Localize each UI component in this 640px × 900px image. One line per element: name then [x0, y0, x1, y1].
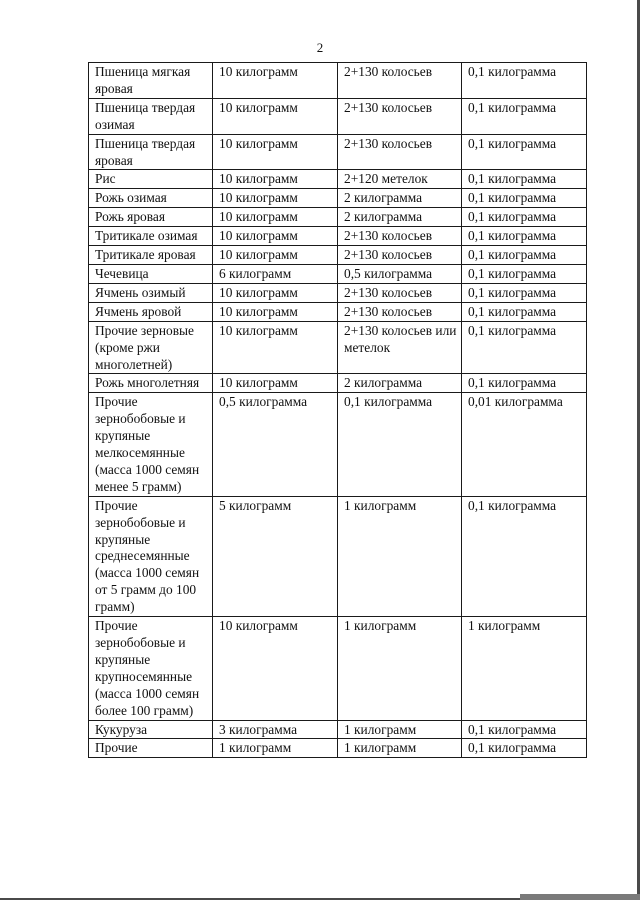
- culture-cell: Пшеница твердая яровая: [89, 134, 213, 170]
- value-cell: 6 килограмм: [213, 264, 338, 283]
- value-cell: 0,1 килограмма: [462, 246, 587, 265]
- table-row: [89, 63, 587, 99]
- value-cell: 0,1 килограмма: [462, 720, 587, 739]
- culture-cell: Прочие зернобобовые и крупяные мелкосемянные (масса 1000 семян менее 5 грамм): [89, 393, 213, 496]
- culture-cell: Пшеница мягкая яровая: [89, 63, 213, 99]
- value-cell: 0,1 килограмма: [338, 393, 462, 496]
- table-row: [89, 134, 587, 170]
- value-cell: 0,1 килограмма: [462, 302, 587, 321]
- value-cell: 10 килограмм: [213, 246, 338, 265]
- value-cell: 10 килограмм: [213, 63, 338, 99]
- value-cell: 1 килограмм: [462, 617, 587, 720]
- culture-cell: Тритикале озимая: [89, 227, 213, 246]
- value-cell: 1 килограмм: [338, 496, 462, 616]
- value-cell: 0,1 килограмма: [462, 264, 587, 283]
- culture-cell: Рожь многолетняя: [89, 374, 213, 393]
- value-cell: 0,01 килограмма: [462, 393, 587, 496]
- table-row: [89, 720, 587, 739]
- value-cell: 2+130 колосьев: [338, 98, 462, 134]
- culture-cell: Рожь яровая: [89, 208, 213, 227]
- value-cell: 2+130 колосьев: [338, 283, 462, 302]
- culture-cell: Прочие зерновые (кроме ржи многолетней): [89, 321, 213, 374]
- table-row: [89, 264, 587, 283]
- table-row: [89, 98, 587, 134]
- value-cell: 0,5 килограмма: [213, 393, 338, 496]
- value-cell: 2+130 колосьев: [338, 63, 462, 99]
- value-cell: 0,1 килограмма: [462, 321, 587, 374]
- culture-cell: Рис: [89, 170, 213, 189]
- table-row: [89, 283, 587, 302]
- seed-sample-table: [88, 62, 587, 758]
- value-cell: 0,5 килограмма: [338, 264, 462, 283]
- table-row: [89, 496, 587, 616]
- value-cell: 0,1 килограмма: [462, 134, 587, 170]
- value-cell: 0,1 килограмма: [462, 208, 587, 227]
- culture-cell: Тритикале яровая: [89, 246, 213, 265]
- value-cell: 10 килограмм: [213, 283, 338, 302]
- value-cell: 2 килограмма: [338, 208, 462, 227]
- table-row: [89, 739, 587, 758]
- culture-cell: Рожь озимая: [89, 189, 213, 208]
- value-cell: 5 килограмм: [213, 496, 338, 616]
- value-cell: 10 килограмм: [213, 321, 338, 374]
- table-row: [89, 189, 587, 208]
- page-number: 2: [316, 40, 324, 55]
- value-cell: 0,1 килограмма: [462, 170, 587, 189]
- table-row: [89, 321, 587, 374]
- culture-cell: Ячмень озимый: [89, 283, 213, 302]
- value-cell: 10 килограмм: [213, 134, 338, 170]
- value-cell: 2+130 колосьев: [338, 227, 462, 246]
- table-row: [89, 617, 587, 720]
- table-row: [89, 170, 587, 189]
- table-row: [89, 374, 587, 393]
- scan-edge-shadow: [520, 894, 640, 900]
- value-cell: 10 килограмм: [213, 617, 338, 720]
- value-cell: 0,1 килограмма: [462, 63, 587, 99]
- value-cell: 1 килограмм: [338, 720, 462, 739]
- value-cell: 3 килограмма: [213, 720, 338, 739]
- table-row: [89, 227, 587, 246]
- value-cell: 2+120 метелок: [338, 170, 462, 189]
- value-cell: 2 килограмма: [338, 189, 462, 208]
- value-cell: 0,1 килограмма: [462, 98, 587, 134]
- culture-cell: Пшеница твердая озимая: [89, 98, 213, 134]
- value-cell: 10 килограмм: [213, 170, 338, 189]
- table-row: [89, 246, 587, 265]
- culture-cell: Чечевица: [89, 264, 213, 283]
- value-cell: 1 килограмм: [213, 739, 338, 758]
- value-cell: 0,1 килограмма: [462, 189, 587, 208]
- culture-cell: Прочие: [89, 739, 213, 758]
- value-cell: 0,1 килограмма: [462, 283, 587, 302]
- value-cell: 10 килограмм: [213, 302, 338, 321]
- value-cell: 10 килограмм: [213, 374, 338, 393]
- table-row: [89, 302, 587, 321]
- value-cell: 2+130 колосьев: [338, 302, 462, 321]
- value-cell: 10 килограмм: [213, 98, 338, 134]
- value-cell: 2 килограмма: [338, 374, 462, 393]
- culture-cell: Прочие зернобобовые и крупяные крупносемянные (масса 1000 семян более 100 грамм): [89, 617, 213, 720]
- table-row: [89, 208, 587, 227]
- value-cell: 10 килограмм: [213, 208, 338, 227]
- table-row: [89, 393, 587, 496]
- value-cell: 2+130 колосьев: [338, 134, 462, 170]
- value-cell: 2+130 колосьев: [338, 246, 462, 265]
- culture-cell: Прочие зернобобовые и крупяные среднесемянные (масса 1000 семян от 5 грамм до 100 грамм): [89, 496, 213, 616]
- value-cell: 0,1 килограмма: [462, 739, 587, 758]
- value-cell: 1 килограмм: [338, 617, 462, 720]
- value-cell: 1 килограмм: [338, 739, 462, 758]
- value-cell: 2+130 колосьев или метелок: [338, 321, 462, 374]
- value-cell: 0,1 килограмма: [462, 374, 587, 393]
- culture-cell: Ячмень яровой: [89, 302, 213, 321]
- value-cell: 10 килограмм: [213, 227, 338, 246]
- value-cell: 0,1 килограмма: [462, 227, 587, 246]
- value-cell: 10 килограмм: [213, 189, 338, 208]
- culture-cell: Кукуруза: [89, 720, 213, 739]
- value-cell: 0,1 килограмма: [462, 496, 587, 616]
